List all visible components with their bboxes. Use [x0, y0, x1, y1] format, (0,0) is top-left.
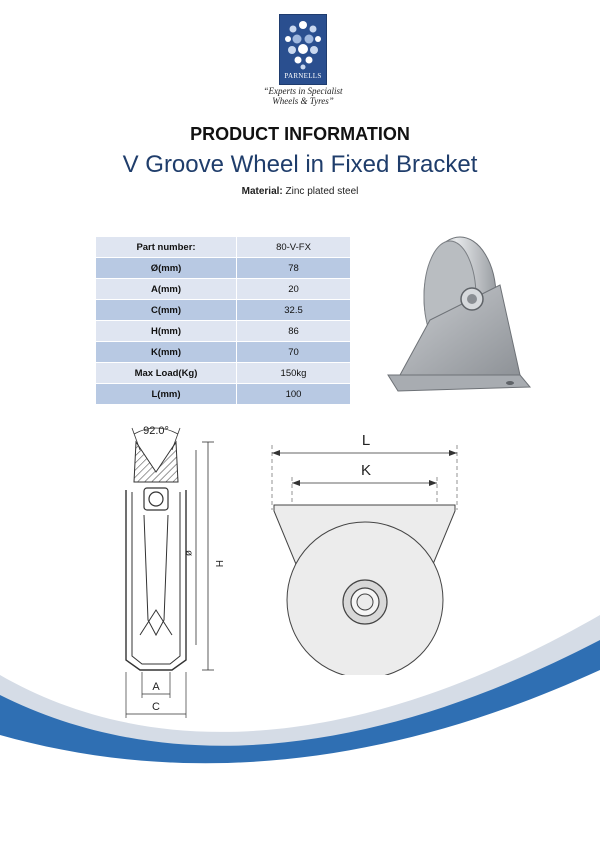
product-photo	[380, 225, 540, 400]
spec-label: Ø(mm)	[96, 258, 237, 279]
product-title: V Groove Wheel in Fixed Bracket	[122, 151, 478, 178]
spec-value: 80-V-FX	[237, 237, 351, 258]
spec-row	[96, 279, 351, 300]
spec-label: C(mm)	[96, 300, 237, 321]
h-dimension-label: H	[213, 560, 224, 568]
logo-circles-icon	[280, 15, 326, 71]
angle-label: 92.0°	[143, 425, 169, 437]
spec-value: 100	[237, 384, 351, 405]
spec-label: A(mm)	[96, 279, 237, 300]
brand-tagline	[240, 86, 366, 106]
tagline-line-2: Wheels & Tyres”	[272, 96, 334, 106]
spec-value: 150kg	[237, 363, 351, 384]
spec-row	[96, 363, 351, 384]
a-dimension-label: A	[152, 681, 160, 693]
spec-value: 20	[237, 279, 351, 300]
spec-label: K(mm)	[96, 342, 237, 363]
spec-row	[96, 342, 351, 363]
spec-row	[96, 237, 351, 258]
l-dimension-label: L	[361, 432, 371, 449]
k-dimension-label: K	[360, 462, 372, 479]
spec-label: L(mm)	[96, 384, 237, 405]
spec-value: 70	[237, 342, 351, 363]
spec-row	[96, 321, 351, 342]
tagline-line-1: “Experts in Specialist	[263, 86, 343, 96]
spec-value: 32.5	[237, 300, 351, 321]
material-value: Zinc plated steel	[282, 186, 359, 197]
spec-row	[96, 384, 351, 405]
spec-table	[95, 236, 351, 405]
spec-label: H(mm)	[96, 321, 237, 342]
material-line	[0, 186, 600, 197]
diameter-dimension-label: ø	[183, 550, 194, 557]
spec-row	[96, 300, 351, 321]
spec-label: Max Load(Kg)	[96, 363, 237, 384]
material-label: Material:	[241, 186, 283, 197]
c-dimension-label: C	[152, 701, 160, 713]
spec-value: 78	[237, 258, 351, 279]
spec-value: 86	[237, 321, 351, 342]
spec-label: Part number:	[96, 237, 237, 258]
page-heading: PRODUCT INFORMATION	[190, 124, 410, 144]
brand-name: PARNELLS	[284, 72, 322, 80]
footer-wave	[0, 600, 600, 848]
spec-row	[96, 258, 351, 279]
